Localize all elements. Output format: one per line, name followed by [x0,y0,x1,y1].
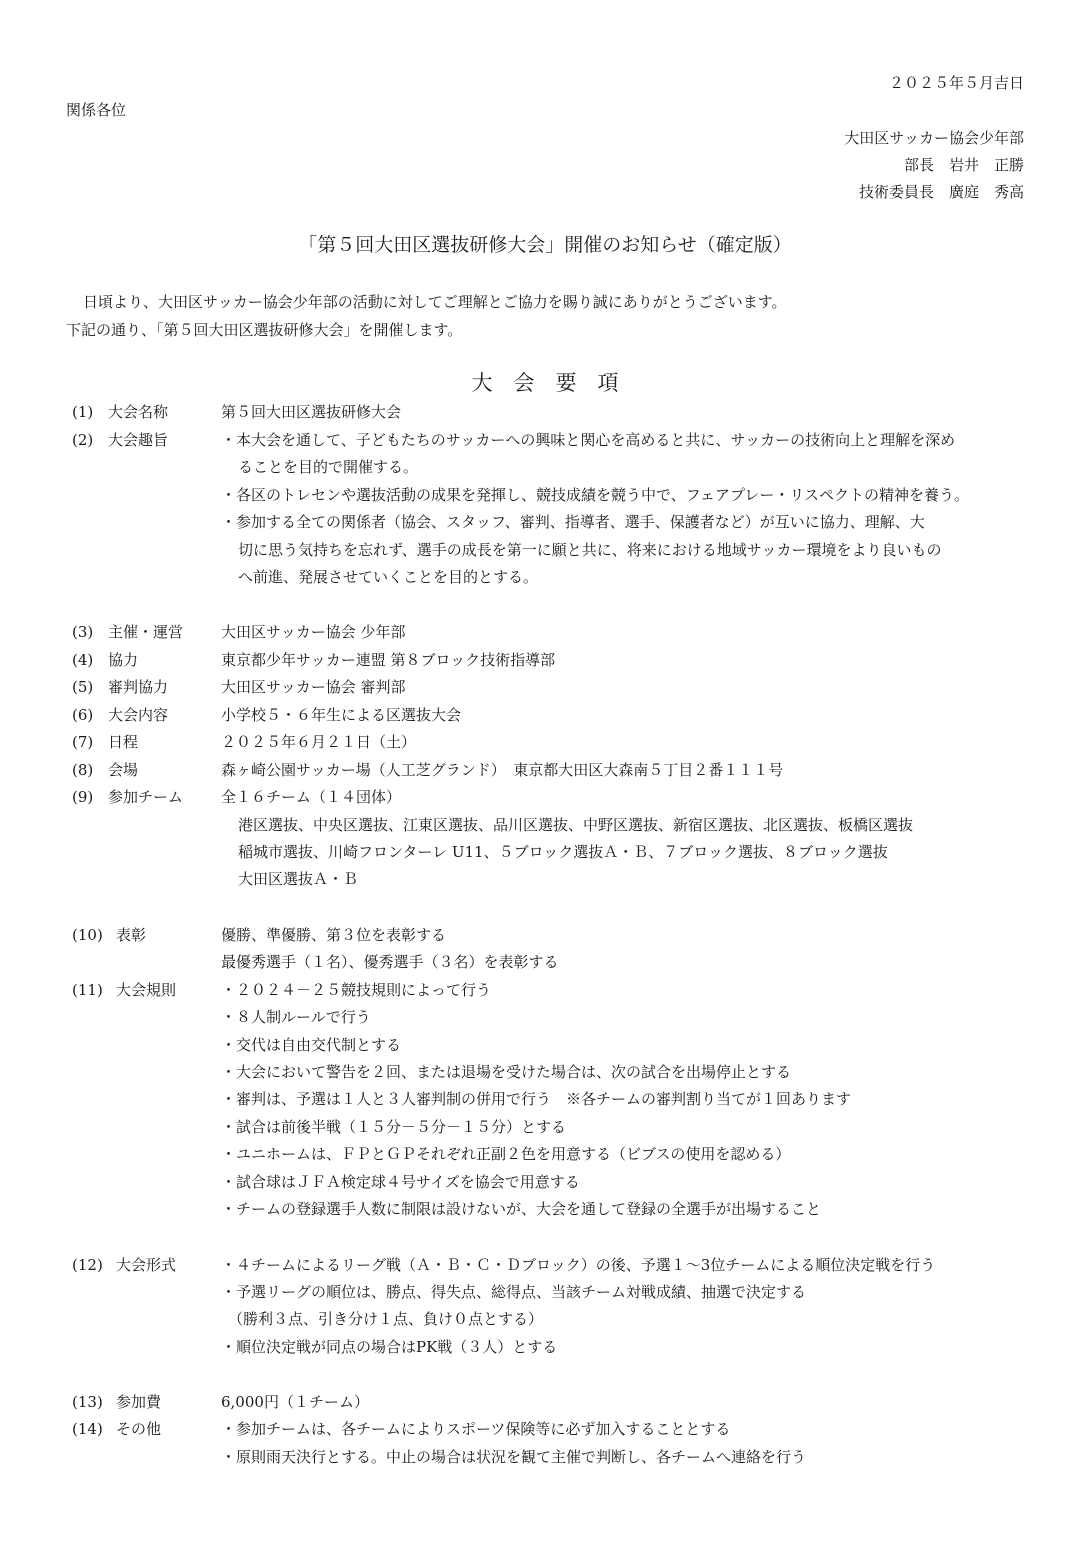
item-number: (10) [72,926,103,944]
intro-line-1: 日頃より、大田区サッカー協会少年部の活動に対してご理解とご協力を賜り誠にありがとうございます。 [83,293,787,311]
item-text: ・４チームによるリーグ戦（Ａ・Ｂ・Ｃ・Ｄブロック）の後、予選１～3位チームによる順位決定戦を行う [221,1256,936,1274]
item-text: ・参加チームは、各チームによりスポーツ保険等に必ず加入することとする [221,1420,731,1438]
item-text: 小学校５・６年生による区選抜大会 [221,706,462,724]
item-label: 参加費 [116,1393,162,1411]
item-text: ・原則雨天決行とする。中止の場合は状況を観て主催で判断し、各チームへ連絡を行う [221,1448,807,1466]
item-text: 稲城市選抜、川崎フロンターレ U11、５ブロック選抜Ａ・Ｂ、７ブロック選抜、８ブロック選抜 [238,843,888,861]
item-text: ることを目的で開催する。 [238,458,419,476]
sender-tech-chair: 技術委員長 廣庭 秀高 [858,183,1024,201]
item-text: （勝利３点、引き分け１点、負け０点とする） [228,1310,544,1328]
item-text: ・交代は自由交代制とする [221,1036,402,1054]
item-text: ・予選リーグの順位は、勝点、得失点、総得点、当該チーム対戦成績、抽選で決定する [221,1283,807,1301]
item-text: ・チームの登録選手人数に制限は設けないが、大会を通して登録の全選手が出場すること [221,1200,822,1218]
item-label: 会場 [108,761,139,779]
item-label: 大会名称 [108,403,169,421]
sender-chief: 部長 岩井 正勝 [903,156,1024,174]
section-title: 大 会 要 項 [471,371,619,395]
item-label: 審判協力 [108,678,169,696]
item-text: 森ヶ崎公園サッカー場（人工芝グランド） 東京都大田区大森南５丁目２番１１１号 [221,761,784,779]
item-text: 優勝、準優勝、第３位を表彰する [221,926,447,944]
item-text: 大田区サッカー協会 審判部 [221,678,406,696]
item-number: (1) [72,403,94,421]
item-number: (4) [72,651,94,669]
item-number: (8) [72,761,94,779]
item-number: (9) [72,788,94,806]
item-text: ・ユニホームは、ＦＰとＧＰそれぞれ正副２色を用意する（ビブスの使用を認める） [221,1145,791,1163]
item-number: (6) [72,706,94,724]
item-text: 大田区サッカー協会 少年部 [221,623,406,641]
item-text: ・各区のトレセンや選抜活動の成果を発揮し、競技成績を競う中で、フェアプレー・リスペクトの精神を養う。 [221,486,970,504]
sender-organization: 大田区サッカー協会少年部 [844,129,1024,147]
item-text: へ前進、発展させていくことを目的とする。 [238,568,539,586]
item-label: 大会内容 [108,706,169,724]
item-text: ・審判は、予選は１人と３人審判制の併用で行う ※各チームの審判割り当てが１回あります [221,1090,852,1108]
item-label: 参加チーム [108,788,184,806]
item-text: ・順位決定戦が同点の場合はPK戦（３人）とする [221,1338,558,1356]
item-label: 大会趣旨 [108,431,169,449]
item-number: (5) [72,678,94,696]
item-label: 主催・運営 [108,623,184,641]
item-text: ・試合は前後半戦（１５分－５分－１５分）とする [221,1118,567,1136]
addressee: 関係各位 [66,101,127,119]
item-text: ・参加する全ての関係者（協会、スタッフ、審判、指導者、選手、保護者など）が互いに協力、理解、大 [221,513,925,531]
item-number: (11) [72,981,103,999]
item-label: 大会規則 [116,981,177,999]
item-text: ・２０２４－２５競技規則によって行う [221,981,492,999]
document-title: 「第５回大田区選抜研修大会」開催のお知らせ（確定版） [298,234,792,256]
item-number: (12) [72,1256,103,1274]
item-text: 港区選抜、中央区選抜、江東区選抜、品川区選抜、中野区選抜、新宿区選抜、北区選抜、板橋区選抜 [238,816,914,834]
item-text: ・試合球はＪＦＡ検定球４号サイズを協会で用意する [221,1173,580,1191]
item-number: (14) [72,1420,103,1438]
item-number: (3) [72,623,94,641]
item-text: 東京都少年サッカー連盟 第８ブロック技術指導部 [221,651,556,669]
item-text: ・８人制ルールで行う [221,1008,371,1026]
item-label: 大会形式 [116,1256,177,1274]
item-text: ・大会において警告を２回、または退場を受けた場合は、次の試合を出場停止とする [221,1063,792,1081]
item-text: 第５回大田区選抜研修大会 [221,403,402,421]
item-text: 切に思う気持ちを忘れず、選手の成長を第一に願と共に、将来における地域サッカー環境をより良いもの [238,541,942,559]
item-label: 表彰 [116,926,147,944]
item-text: ２０２５年６月２１日（土） [221,733,417,751]
item-number: (2) [72,431,94,449]
item-text: 最優秀選手（１名）、優秀選手（３名）を表彰する [221,953,559,971]
item-text: 全１６チーム（１４団体） [221,788,402,806]
item-text: ・本大会を通して、子どもたちのサッカーへの興味と関心を高めると共に、サッカーの技術向上と理解を深め [221,431,956,449]
item-label: 日程 [108,733,139,751]
item-text: 大田区選抜Ａ・Ｂ [238,870,359,888]
item-number: (13) [72,1393,103,1411]
document-date: ２０２５年５月吉日 [888,74,1024,92]
item-number: (7) [72,733,94,751]
item-label: 協力 [108,651,139,669]
item-text: 6,000円（１チーム） [221,1393,369,1411]
item-label: その他 [116,1420,162,1438]
intro-line-2: 下記の通り、「第５回大田区選抜研修大会」を開催します。 [66,321,463,339]
